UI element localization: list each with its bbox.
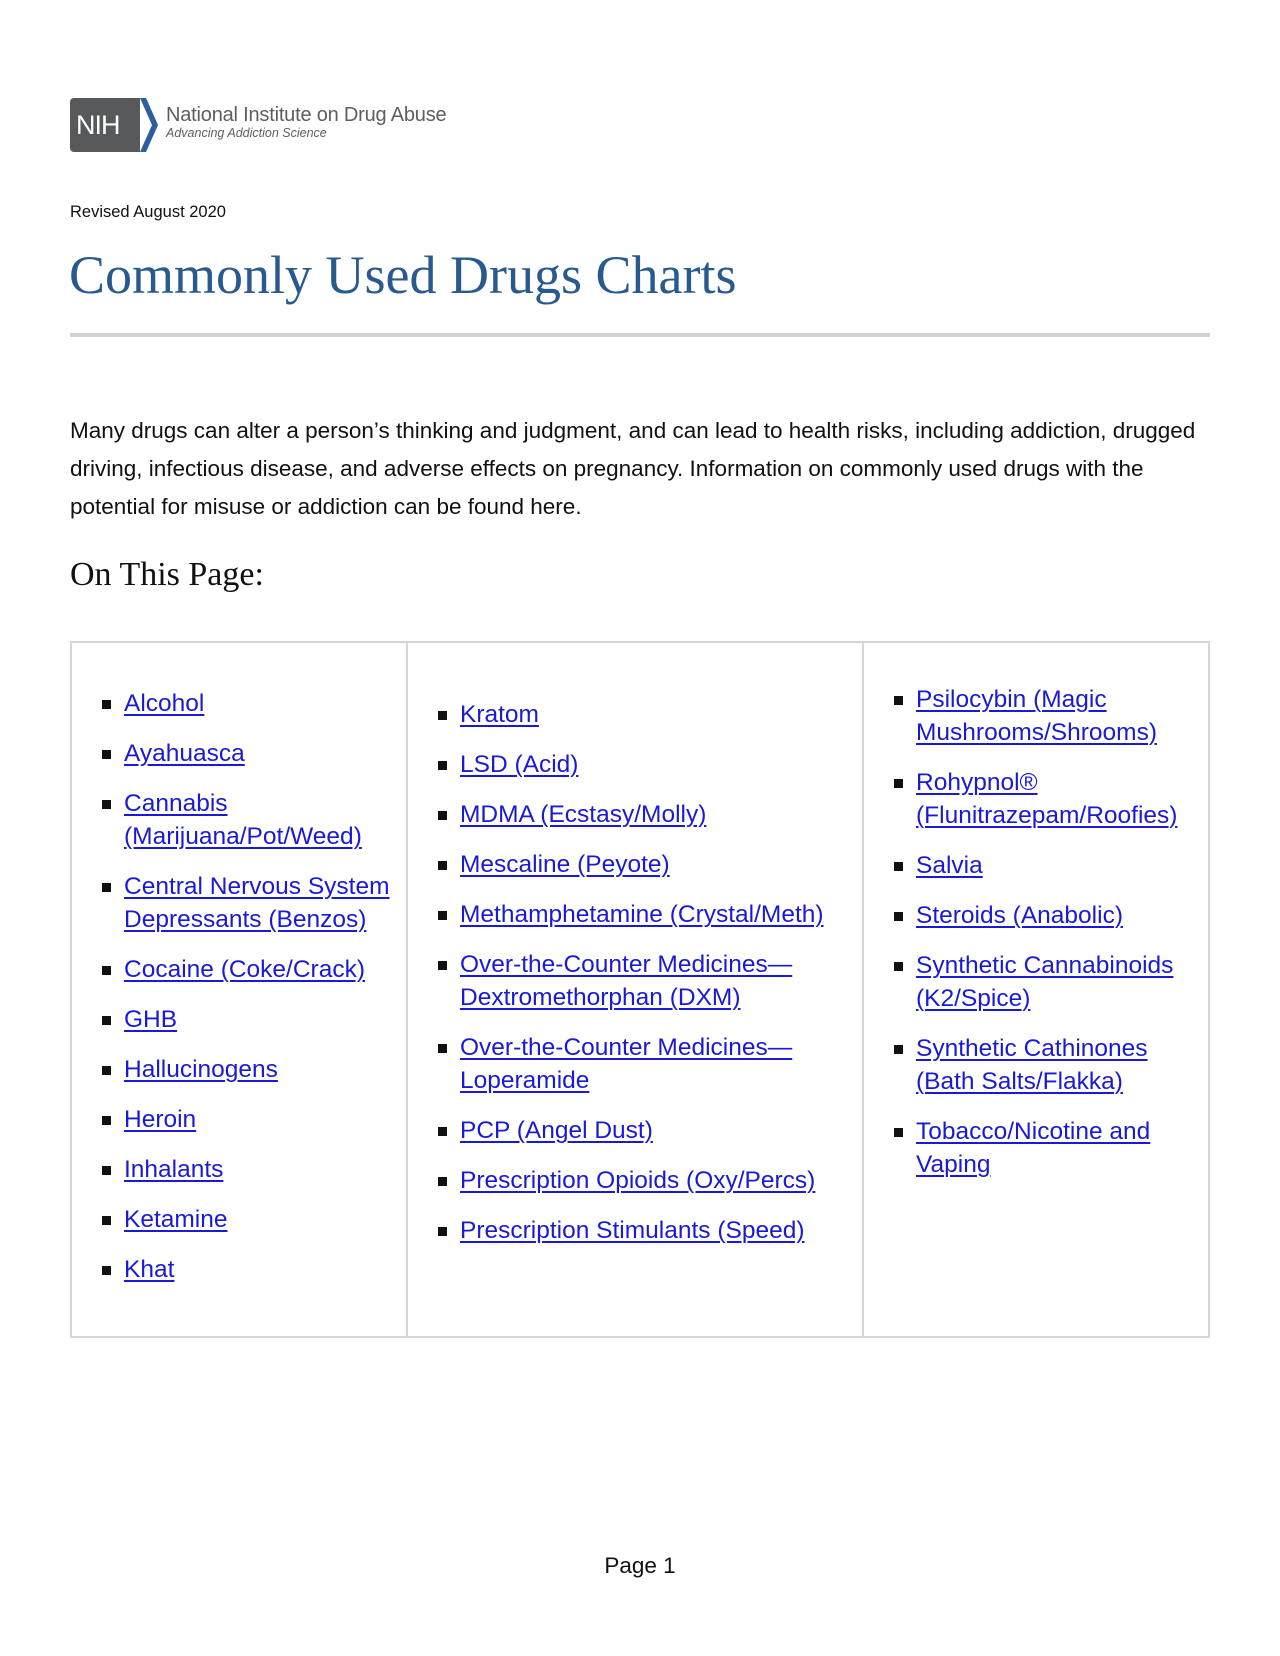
toc-column-2 xyxy=(406,643,862,1336)
link-mescaline[interactable]: Mescaline (Peyote) xyxy=(460,851,670,878)
org-name: National Institute on Drug Abuse xyxy=(166,104,447,126)
on-this-page-heading: On This Page: xyxy=(70,556,264,593)
square-bullet-icon xyxy=(894,696,903,705)
link-cns-depressants[interactable]: Central Nervous System Depressants (Benzos) xyxy=(124,873,390,933)
revised-date: Revised August 2020 xyxy=(70,203,226,221)
link-ketamine[interactable]: Ketamine xyxy=(124,1206,228,1233)
toc-item-cns-depressants xyxy=(102,870,406,936)
square-bullet-icon xyxy=(438,861,447,870)
link-prescription-stimulants[interactable]: Prescription Stimulants (Speed) xyxy=(460,1217,805,1244)
square-bullet-icon xyxy=(438,1044,447,1053)
toc-item-otc-dxm xyxy=(438,948,862,1014)
square-bullet-icon xyxy=(102,1066,111,1075)
square-bullet-icon xyxy=(102,1216,111,1225)
toc-column-3 xyxy=(862,643,1208,1336)
intro-paragraph: Many drugs can alter a person’s thinking and judgment, and can lead to health risks, including addiction, drugged driving, infectious disease, and adverse effects on pregnancy. Information on commonly used drugs with the potential for misuse or addiction can be found here. xyxy=(70,418,1196,519)
page-number: Page 1 xyxy=(604,1553,676,1578)
toc-item-pcp xyxy=(438,1114,862,1147)
nida-logo xyxy=(70,98,446,152)
square-bullet-icon xyxy=(102,966,111,975)
toc-item-methamphetamine xyxy=(438,898,862,931)
square-bullet-icon xyxy=(894,862,903,871)
square-bullet-icon xyxy=(102,1016,111,1025)
toc-item-mdma xyxy=(438,798,862,831)
toc-item-kratom xyxy=(438,698,862,731)
org-tagline: Advancing Addiction Science xyxy=(166,126,327,140)
link-otc-loperamide[interactable]: Over-the-Counter Medicines—Loperamide xyxy=(460,1034,793,1094)
link-inhalants[interactable]: Inhalants xyxy=(124,1156,224,1183)
square-bullet-icon xyxy=(438,761,447,770)
toc-item-cocaine xyxy=(102,953,406,986)
square-bullet-icon xyxy=(438,711,447,720)
square-bullet-icon xyxy=(894,1045,903,1054)
square-bullet-icon xyxy=(438,1127,447,1136)
link-mdma[interactable]: MDMA (Ecstasy/Molly) xyxy=(460,801,707,828)
link-synthetic-cannabinoids[interactable]: Synthetic Cannabinoids (K2/Spice) xyxy=(916,951,1174,1012)
toc-item-lsd xyxy=(438,748,862,781)
square-bullet-icon xyxy=(894,779,903,788)
toc-item-mescaline xyxy=(438,848,862,881)
link-rohypnol[interactable]: Rohypnol® (Flunitrazepam/Roofies) xyxy=(916,768,1178,829)
toc-item-ketamine xyxy=(102,1203,406,1236)
toc-item-tobacco-nicotine-vaping xyxy=(894,1115,1208,1181)
toc-column-1 xyxy=(72,643,406,1336)
link-lsd[interactable]: LSD (Acid) xyxy=(460,751,579,778)
link-salvia[interactable]: Salvia xyxy=(916,851,983,879)
toc-item-ayahuasca xyxy=(102,737,406,770)
link-psilocybin[interactable]: Psilocybin (Magic Mushrooms/Shrooms) xyxy=(916,685,1157,746)
page-title: Commonly Used Drugs Charts xyxy=(69,245,737,305)
link-cocaine[interactable]: Cocaine (Coke/Crack) xyxy=(124,956,365,983)
square-bullet-icon xyxy=(894,962,903,971)
link-methamphetamine[interactable]: Methamphetamine (Crystal/Meth) xyxy=(460,901,824,928)
toc-item-inhalants xyxy=(102,1153,406,1186)
square-bullet-icon xyxy=(102,800,111,809)
link-steroids[interactable]: Steroids (Anabolic) xyxy=(916,901,1123,929)
square-bullet-icon xyxy=(438,911,447,920)
square-bullet-icon xyxy=(894,1128,903,1137)
toc-item-heroin xyxy=(102,1103,406,1136)
chevron-right-icon xyxy=(140,98,158,152)
toc-list xyxy=(102,687,406,1286)
link-tobacco-nicotine-vaping[interactable]: Tobacco/Nicotine and Vaping xyxy=(916,1117,1151,1178)
square-bullet-icon xyxy=(102,1166,111,1175)
square-bullet-icon xyxy=(438,1227,447,1236)
square-bullet-icon xyxy=(102,1266,111,1275)
toc-list xyxy=(894,683,1208,1181)
title-divider xyxy=(70,333,1210,337)
toc-item-alcohol xyxy=(102,687,406,720)
toc-item-hallucinogens xyxy=(102,1053,406,1086)
toc-item-salvia xyxy=(894,849,1208,882)
nih-badge xyxy=(70,98,140,152)
square-bullet-icon xyxy=(102,1116,111,1125)
link-prescription-opioids[interactable]: Prescription Opioids (Oxy/Percs) xyxy=(460,1167,816,1194)
link-ayahuasca[interactable]: Ayahuasca xyxy=(124,740,245,767)
link-otc-dxm[interactable]: Over-the-Counter Medicines—Dextromethorphan (DXM) xyxy=(460,951,793,1011)
toc-item-prescription-stimulants xyxy=(438,1214,862,1247)
link-alcohol[interactable]: Alcohol xyxy=(124,690,205,717)
square-bullet-icon xyxy=(102,750,111,759)
toc-item-ghb xyxy=(102,1003,406,1036)
toc-item-prescription-opioids xyxy=(438,1164,862,1197)
link-ghb[interactable]: GHB xyxy=(124,1006,178,1033)
toc-item-psilocybin xyxy=(894,683,1208,749)
link-pcp[interactable]: PCP (Angel Dust) xyxy=(460,1117,653,1144)
toc-item-cannabis xyxy=(102,787,406,853)
toc-item-otc-loperamide xyxy=(438,1031,862,1097)
square-bullet-icon xyxy=(894,912,903,921)
nih-badge-text: NIH xyxy=(76,109,120,140)
logo-text xyxy=(166,104,446,140)
link-synthetic-cathinones[interactable]: Synthetic Cathinones (Bath Salts/Flakka) xyxy=(916,1034,1148,1095)
toc-item-synthetic-cathinones xyxy=(894,1032,1208,1098)
square-bullet-icon xyxy=(102,883,111,892)
toc-list xyxy=(438,698,862,1247)
link-khat[interactable]: Khat xyxy=(124,1256,175,1283)
square-bullet-icon xyxy=(102,700,111,709)
link-hallucinogens[interactable]: Hallucinogens xyxy=(124,1056,278,1083)
toc-item-synthetic-cannabinoids xyxy=(894,949,1208,1015)
square-bullet-icon xyxy=(438,811,447,820)
link-kratom[interactable]: Kratom xyxy=(460,701,539,728)
toc-table xyxy=(70,641,1210,1338)
toc-item-khat xyxy=(102,1253,406,1286)
square-bullet-icon xyxy=(438,1177,447,1186)
square-bullet-icon xyxy=(438,961,447,970)
link-cannabis[interactable]: Cannabis (Marijuana/Pot/Weed) xyxy=(124,790,362,850)
link-heroin[interactable]: Heroin xyxy=(124,1106,197,1133)
toc-item-steroids xyxy=(894,899,1208,932)
toc-item-rohypnol xyxy=(894,766,1208,832)
